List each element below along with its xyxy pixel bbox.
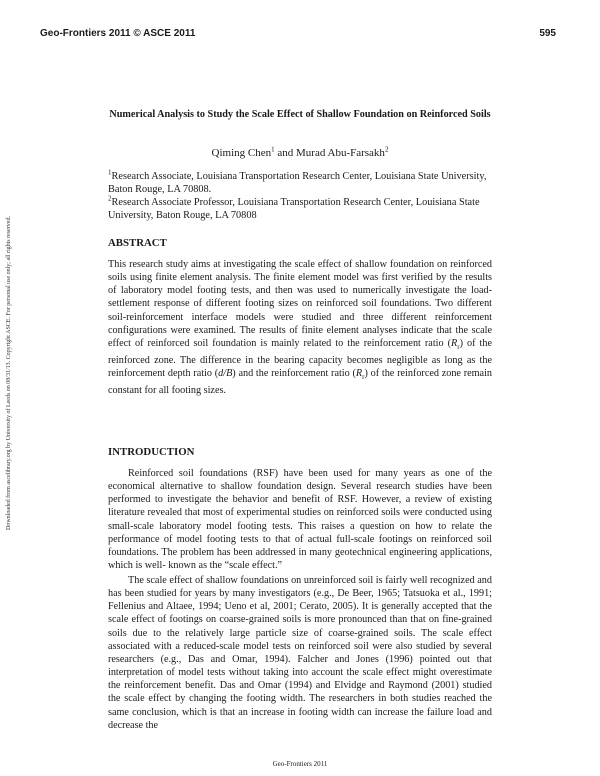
author-2-sup: 2 — [384, 145, 389, 154]
introduction-heading: INTRODUCTION — [108, 446, 195, 458]
abstract-part-1: This research study aims at investigating the scale effect of shallow foundation on reinforced soils using finite element analysis. The finite element model was first verified by the results of laboratory model footing tests, and then was used to numerically investigate the load-settlement response of different footing sizes on reinforced soil foundations. Two different soil-reinforcement interface models were studied and three different reinforcement configurations were examined. The results of finite element analyses indicate that the scale effect of reinforced soil foundation is mainly related to the reinforcement ratio ( — [108, 259, 492, 349]
symbol-db: d/B — [218, 368, 233, 380]
symbol-r-sub: r — [457, 342, 460, 351]
affiliation-2 — [108, 196, 492, 222]
abstract-text — [108, 258, 492, 398]
symbol-r-2: R — [355, 368, 363, 380]
author-and: and — [274, 147, 297, 159]
symbol-r-sub-2: r — [362, 373, 365, 382]
affiliation-2-text: Research Associate Professor, Louisiana Transportation Research Center, Louisiana State University, Baton Rouge, LA 70808 — [108, 197, 480, 221]
author-1-sup: 1 — [271, 145, 275, 154]
affiliation-1-text: Research Associate, Louisiana Transportation Research Center, Louisiana State University, Baton Rouge, LA 70808. — [108, 171, 487, 195]
affiliation-1-sup: 1 — [108, 168, 112, 177]
page-number: 595 — [539, 28, 556, 39]
intro-paragraph-1: Reinforced soil foundations (RSF) have been used for many years as one of the economical alternative to shallow foundation design. Several research studies have been performed to investigate the behavior and benefit of RSF. However, a review of existing literature revealed that most of experimental studies on reinforced soils were conducted using small-scale laboratory model footing tests. This raises a question on how to relate the performance of model footing tests to that of actual full-scale footings on reinforced soil foundations. The problem has been addressed in many geotechnical engineering applications, which is well- known as the “scale effect.” — [108, 468, 492, 572]
intro-paragraph-2: The scale effect of shallow foundations on unreinforced soil is fairly well recognized and has been studied for years by many investigators (e.g., De Beer, 1965; Tatsuoka et al., 1991; Fellenius and Altaee, 1994; Ueno et al, 2001; Cerato, 2005). It is generally accepted that the scale effect of footings on coarse-grained soils is more pronounced than that on fine-grained soils due to the relatively large particle size of coarse-grained soils. The scale effect associated with a reduced-scale model tests on reinforced soil were also studied by several researchers (e.g., Das and Omar, 1994). Falcher and Jones (1996) pointed out that interpretation of model tests without taking into account the scale effect might overestimate the reinforcement benefit. Das and Omar (1994) and Elvidge and Raymond (2001) studied the scale effect by changing the footing width. The researchers in both studies reached the same conclusion, which is that an increase in footing width can increase the failure load and decrease the — [108, 575, 492, 731]
symbol-r: R — [451, 337, 458, 349]
author-line — [0, 147, 600, 159]
download-notice: Downloaded from ascelibrary.org by University of Leeds on 08/31/13. Copyright ASCE. For personal use only; all rights reserved. — [6, 216, 12, 530]
author-2: Murad Abu-Farsakh — [296, 147, 385, 159]
abstract-part-4: ) of the reinforced zone remain constant for all footing sizes. — [108, 368, 493, 397]
affiliation-2-sup: 2 — [108, 194, 112, 203]
author-1: Qiming Chen — [211, 147, 272, 159]
paper-title: Numerical Analysis to Study the Scale Effect of Shallow Foundation on Reinforced Soils — [109, 109, 491, 120]
abstract-part-3: ) and the reinforcement ratio ( — [232, 368, 356, 380]
affiliation-1 — [108, 170, 492, 196]
journal-header: Geo-Frontiers 2011 © ASCE 2011 — [40, 28, 196, 39]
running-header — [40, 28, 556, 42]
abstract-heading: ABSTRACT — [108, 237, 167, 249]
page-footer: Geo-Frontiers 2011 — [272, 760, 328, 768]
abstract-part-2: ) of the reinforced zone. The difference in the bearing capacity becomes negligible as long as the reinforcement depth ratio ( — [108, 337, 492, 380]
